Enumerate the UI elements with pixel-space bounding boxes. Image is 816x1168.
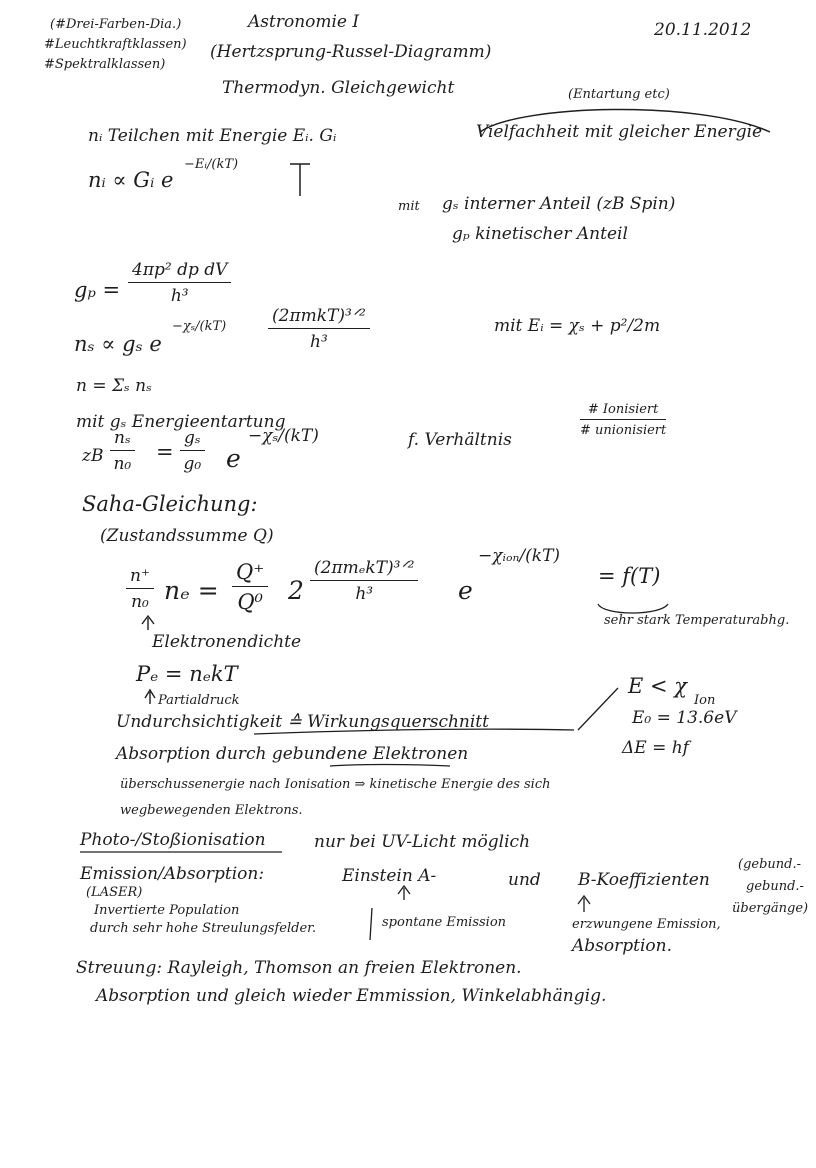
saha-m-fraction [310,558,418,604]
e0-value: E₀ = 13.6eV [632,708,737,728]
pe-formula: Pₑ = nₑkT [136,662,238,686]
saha-lhs-denominator: n₀ [131,592,149,612]
streulungsfelder-label: durch sehr hohe Streulungsfelder. [90,921,317,936]
ratio-equals: = [156,440,174,464]
photo-ionisation: Photo-/Stoßionisation [80,830,266,850]
einstein-a-arrow [398,886,410,900]
saha-heading: Saha-Gleichung: [82,492,258,516]
saha-two: 2 [288,576,304,605]
zustandssumme: (Zustandssumme Q) [100,526,274,546]
ion-denominator: # unionisiert [580,423,667,438]
laser-label: (LASER) [86,885,143,900]
ratio-e: e [226,444,241,473]
tag-drei-farben: (#Drei-Farben-Dia.) [50,17,182,32]
proportional-formula: nᵢ ∝ Gᵢ e [88,168,174,192]
erzwungene-emission: erzwungene Emission, [572,917,721,932]
spontane-emission: spontane Emission [382,915,507,930]
absorption-label: Absorption. [572,936,672,956]
energy-slash [578,688,618,730]
page-title: Astronomie I [248,12,360,32]
opacity-line3: überschussenergie nach Ionisation ⇒ kinetische Energie des sich [120,777,551,792]
saha-e: e [458,576,473,605]
opacity-line2: Absorption durch gebundene Elektronen [116,744,469,764]
gp-line: gₚ kinetischer Anteil [452,224,628,244]
e-chi-subscript: Ion [694,693,716,708]
g-tee-arrow [290,164,310,196]
ns-denominator: h³ [310,332,328,352]
gp-numerator: 4πp² dp dV [128,260,231,283]
saha-f-of-t: = f(T) [598,564,661,588]
gp-fraction [128,260,231,306]
saha-m-numerator: (2πmₑkT)³ᐟ² [310,558,418,581]
uebergaenge: übergänge) [732,901,809,916]
ion-numerator: # Ionisiert [580,402,666,420]
gs-entartung: mit gₛ Energieentartung [76,412,286,432]
gs-line: gₛ interner Anteil (zB Spin) [442,194,676,214]
entartung-note: (Entartung etc) [568,87,670,102]
saha-m-denominator: h³ [355,584,374,604]
temperature-note: sehr stark Temperaturabhg. [604,613,790,628]
opacity-line4: wegbewegenden Elektrons. [120,803,303,818]
gp-lhs: gₚ = [74,278,121,302]
gebundene-underline [330,765,450,767]
photo-ionisation-rest: nur bei UV-Licht möglich [314,832,531,852]
streuung-line2: Absorption und gleich wieder Emmission, Winkelabhängig. [96,986,607,1006]
vielfachheit-line: Vielfachheit mit gleicher Energie [476,122,763,142]
temperature-brace [598,604,668,613]
streuung-line1: Streuung: Rayleigh, Thomson an freien Elektronen. [76,958,522,978]
ns-numerator: (2πmkT)³ᐟ² [268,306,370,329]
e-chi: E < χ [628,674,688,698]
gp-denominator: h³ [170,286,189,306]
g-numerator: gₛ [180,428,205,451]
mit-label: mit [398,199,420,214]
saha-q-denominator: Q⁰ [237,590,263,614]
gebunden-1: (gebund.- [738,857,802,872]
page-subtitle: (Hertzsprung-Russel-Diagramm) [210,42,492,62]
zb-label: zB [82,446,104,466]
delta-e: ΔE = hf [622,738,689,758]
teilchen-line: nᵢ Teilchen mit Energie Eᵢ. Gᵢ [88,126,337,146]
ratio-denominator: n₀ [113,454,132,474]
gebunden-2: gebund.- [746,879,804,894]
ns-fraction [268,306,370,352]
ratio-fraction [110,428,135,474]
emission-label: Emission/Absorption: [80,864,265,884]
opacity-line1: Undurchsichtigkeit ≙ Wirkungsquerschnitt [116,712,489,732]
ns-exponent: −χₛ/(kT) [172,319,227,334]
saha-ne: nₑ = [164,576,219,605]
g-fraction [180,428,205,474]
g-denominator: g₀ [183,454,202,474]
saha-q-fraction [232,560,268,614]
verhaeltnis-label: f. Verhältnis [408,430,512,450]
laser-divider [370,908,372,940]
partialdruck-arrow [145,690,155,704]
b-koeff-arrow [578,896,590,912]
ratio-exponent: −χₛ/(kT) [248,426,319,446]
einstein-a: Einstein A- [342,866,437,886]
ratio-numerator: nₛ [110,428,135,451]
proportional-exponent: −Eᵢ/(kT) [184,157,239,172]
topic-heading: Thermodyn. Gleichgewicht [222,78,455,98]
b-koeffizienten: B-Koeffizienten [578,870,710,890]
saha-lhs-fraction [126,566,154,612]
ion-fraction [580,402,666,438]
ei-definition: mit Eᵢ = χₛ + p²/2m [494,316,661,336]
saha-exponent: −χᵢₒₙ/(kT) [478,546,561,566]
inversion-label: Invertierte Population [94,903,240,918]
elektronendichte: Elektronendichte [152,632,302,652]
saha-q-numerator: Q⁺ [232,560,268,587]
sum-formula: n = Σₛ nₛ [76,376,152,396]
partialdruck: Partialdruck [158,693,240,708]
tag-spektral: #Spektralklassen) [44,57,166,72]
page-date: 20.11.2012 [654,20,752,40]
tag-leuchtkraft: #Leuchtkraftklassen) [44,37,187,52]
elektronendichte-arrow [142,616,154,630]
ns-formula: nₛ ∝ gₛ e [74,332,162,356]
saha-lhs-numerator: n⁺ [126,566,154,589]
und-label: und [508,870,541,890]
